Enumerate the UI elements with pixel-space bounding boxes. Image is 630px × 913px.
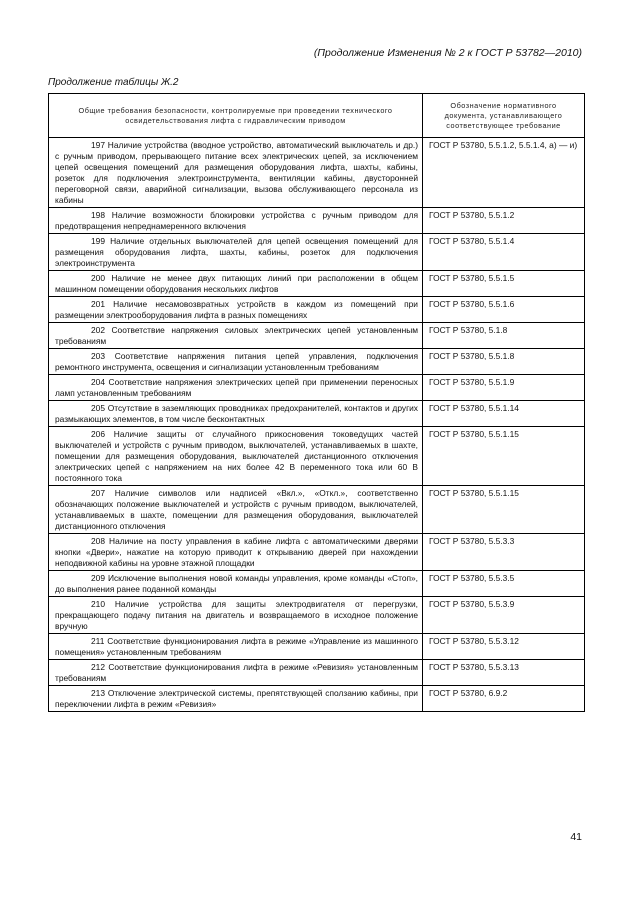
reference-cell: ГОСТ Р 53780, 5.5.1.14 bbox=[423, 401, 585, 427]
table-row bbox=[49, 375, 585, 401]
table-row bbox=[49, 297, 585, 323]
reference-cell: ГОСТ Р 53780, 5.5.1.15 bbox=[423, 427, 585, 486]
reference-cell: ГОСТ Р 53780, 5.5.1.2, 5.5.1.4, а) — и) bbox=[423, 138, 585, 208]
reference-cell: ГОСТ Р 53780, 5.5.1.8 bbox=[423, 349, 585, 375]
requirement-cell: 211 Соответствие функционирования лифта в режиме «Управление из машинного помещения» установленным требованиям bbox=[49, 634, 423, 660]
table-row bbox=[49, 208, 585, 234]
reference-cell: ГОСТ Р 53780, 5.5.1.6 bbox=[423, 297, 585, 323]
reference-cell: ГОСТ Р 53780, 5.5.3.3 bbox=[423, 534, 585, 571]
reference-cell: ГОСТ Р 53780, 5.5.1.9 bbox=[423, 375, 585, 401]
requirements-table bbox=[48, 93, 585, 712]
reference-cell: ГОСТ Р 53780, 5.5.3.13 bbox=[423, 660, 585, 686]
requirement-cell: 212 Соответствие функционирования лифта в режиме «Ревизия» установленным требованиям bbox=[49, 660, 423, 686]
reference-cell: ГОСТ Р 53780, 5.5.3.12 bbox=[423, 634, 585, 660]
table-continuation-label: Продолжение таблицы Ж.2 bbox=[48, 77, 179, 88]
requirement-cell: 198 Наличие возможности блокировки устройства с ручным приводом для предотвращения непреднамеренного включения bbox=[49, 208, 423, 234]
requirement-cell: 206 Наличие защиты от случайного прикосновения токоведущих частей выключателей и устройств с ручным приводом, выключателей, устанавливаемых в шахте, помещении для размещения оборудования, выключателей дистанционного отключения электрических цепей с напряжением на них более 42 В переменного тока или 60 В постоянного тока bbox=[49, 427, 423, 486]
table-row bbox=[49, 138, 585, 208]
table-row bbox=[49, 660, 585, 686]
table-row bbox=[49, 323, 585, 349]
requirement-cell: 204 Соответствие напряжения электрических цепей при применении переносных ламп установленным требованиям bbox=[49, 375, 423, 401]
requirement-cell: 207 Наличие символов или надписей «Вкл.», «Откл.», соответственно обозначающих положение выключателей и устройств с ручным приводом, выключателей, устанавливаемых в шахте, помещении для размещения оборудования, выключателей дистанционного отключения bbox=[49, 486, 423, 534]
reference-cell: ГОСТ Р 53780, 5.5.1.5 bbox=[423, 271, 585, 297]
table-row bbox=[49, 486, 585, 534]
requirement-cell: 197 Наличие устройства (вводное устройство, автоматический выключатель и др.) с ручным приводом, прерывающего питание всех электрических цепей, за исключением цепей освещения помещений для размещения оборудования лифта, шахты, кабины, розеток для подключения электроинструмента, вентиляции кабины, двусторонней переговорной связи, аварийной сигнализации, вызова обслуживающего персонала из кабины bbox=[49, 138, 423, 208]
table-row bbox=[49, 271, 585, 297]
document-continuation-header: (Продолжение Изменения № 2 к ГОСТ Р 53782—2010) bbox=[313, 47, 582, 59]
table-row bbox=[49, 686, 585, 712]
page-number: 41 bbox=[570, 831, 582, 843]
reference-cell: ГОСТ Р 53780, 5.5.1.15 bbox=[423, 486, 585, 534]
reference-cell: ГОСТ Р 53780, 6.9.2 bbox=[423, 686, 585, 712]
requirement-cell: 201 Наличие несамовозвратных устройств в каждом из помещений при размещении электрооборудования лифта в разных помещениях bbox=[49, 297, 423, 323]
requirement-cell: 208 Наличие на посту управления в кабине лифта с автоматическими дверями кнопки «Двери», нажатие на которую приводит к открыванию дверей при нахождении неподвижной кабины на уровне этажной площадки bbox=[49, 534, 423, 571]
requirement-cell: 199 Наличие отдельных выключателей для цепей освещения помещений для размещения оборудования лифта, шахты, кабины, розеток для подключения электроинструмента bbox=[49, 234, 423, 271]
table-row bbox=[49, 597, 585, 634]
column-header-requirements: Общие требования безопасности, контролируемые при проведении технического освидетельствования лифта с гидравлическим приводом bbox=[49, 94, 423, 138]
reference-cell: ГОСТ Р 53780, 5.5.1.2 bbox=[423, 208, 585, 234]
reference-cell: ГОСТ Р 53780, 5.5.1.4 bbox=[423, 234, 585, 271]
table-row bbox=[49, 234, 585, 271]
reference-cell: ГОСТ Р 53780, 5.5.3.5 bbox=[423, 571, 585, 597]
requirement-cell: 205 Отсутствие в заземляющих проводниках предохранителей, контактов и других размыкающих элементов, в том числе бесконтактных bbox=[49, 401, 423, 427]
requirement-cell: 200 Наличие не менее двух питающих линий при расположении в общем машинном помещении оборудования нескольких лифтов bbox=[49, 271, 423, 297]
table-row bbox=[49, 634, 585, 660]
column-header-reference: Обозначение нормативного документа, устанавливающего соответствующее требование bbox=[423, 94, 585, 138]
requirement-cell: 213 Отключение электрической системы, препятствующей сползанию кабины, при переключении лифта в режим «Ревизия» bbox=[49, 686, 423, 712]
requirement-cell: 202 Соответствие напряжения силовых электрических цепей установленным требованиям bbox=[49, 323, 423, 349]
table-row bbox=[49, 401, 585, 427]
table-row bbox=[49, 571, 585, 597]
requirement-cell: 210 Наличие устройства для защиты электродвигателя от перегрузки, прекращающего подачу питания на двигатель и возвращаемого в исходное положение вручную bbox=[49, 597, 423, 634]
requirement-cell: 209 Исключение выполнения новой команды управления, кроме команды «Стоп», до выполнения ранее поданной команды bbox=[49, 571, 423, 597]
table-row bbox=[49, 349, 585, 375]
table-header-row bbox=[49, 94, 585, 138]
table-row bbox=[49, 427, 585, 486]
table-row bbox=[49, 534, 585, 571]
reference-cell: ГОСТ Р 53780, 5.5.3.9 bbox=[423, 597, 585, 634]
requirement-cell: 203 Соответствие напряжения питания цепей управления, подключения ремонтного инструмента, освещения и сигнализации установленным требованиям bbox=[49, 349, 423, 375]
reference-cell: ГОСТ Р 53780, 5.1.8 bbox=[423, 323, 585, 349]
